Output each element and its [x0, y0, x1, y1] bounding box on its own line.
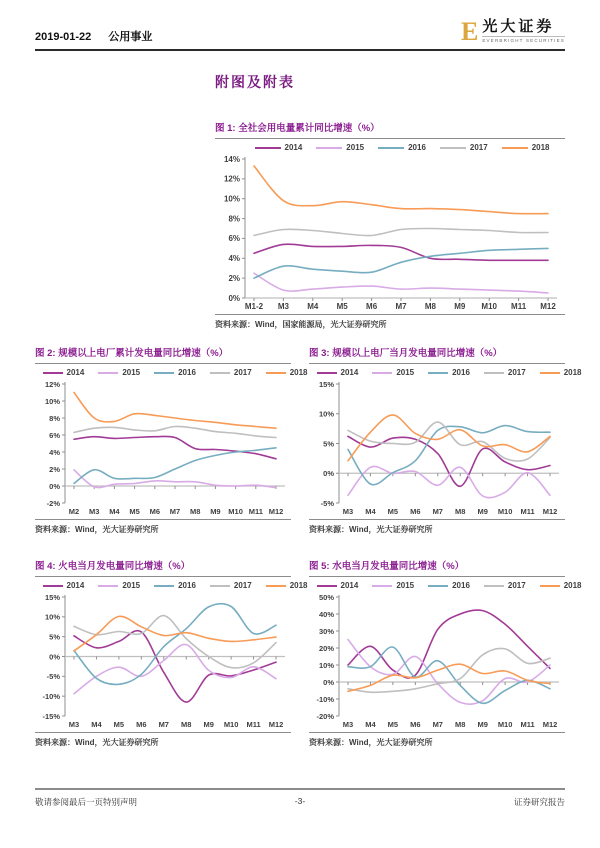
logo-e-icon: E	[461, 16, 479, 46]
svg-text:M6: M6	[136, 720, 147, 729]
legend-label: 2015	[122, 368, 141, 377]
svg-text:8%: 8%	[49, 413, 60, 423]
series-line-2017	[74, 616, 276, 668]
series-line-2016	[254, 248, 548, 278]
svg-text:M11: M11	[246, 720, 261, 729]
legend-label: 2016	[178, 581, 196, 590]
legend-label: 2015	[122, 581, 141, 590]
figure-1-legend	[239, 143, 565, 152]
legend-item-2016	[428, 581, 470, 590]
series-line-2017	[74, 426, 276, 437]
series-line-2018	[348, 664, 550, 691]
svg-text:M7: M7	[432, 720, 443, 729]
figure-5-source: 资料来源：Wind，光大证券研究所	[309, 732, 565, 748]
svg-text:12%: 12%	[223, 174, 240, 184]
legend-swatch-2015	[98, 372, 118, 374]
legend-item-2016	[154, 581, 196, 590]
svg-text:M3: M3	[342, 507, 354, 516]
legend-swatch-2017	[484, 372, 504, 374]
svg-text:40%: 40%	[318, 609, 334, 619]
legend-swatch-2017	[210, 372, 230, 374]
figure-4-title: 图 4: 火电当月发电量同比增速（%）	[35, 558, 291, 577]
svg-text:10%: 10%	[318, 660, 334, 670]
footer-report-type: 证券研究报告	[513, 797, 565, 807]
svg-text:M3: M3	[88, 507, 100, 516]
svg-text:M7: M7	[432, 507, 443, 516]
figure-4-legend	[59, 581, 308, 590]
legend-label: 2014	[66, 581, 85, 590]
svg-text:15%: 15%	[44, 592, 60, 602]
svg-text:0%: 0%	[49, 481, 60, 491]
legend-swatch-2017	[484, 585, 504, 587]
logo-company-subtitle: EVERBRIGHT SECURITIES	[482, 38, 565, 43]
legend-swatch-2017	[440, 147, 466, 149]
legend-swatch-2015	[372, 372, 392, 374]
legend-item-2015	[372, 368, 414, 377]
svg-text:M7: M7	[158, 720, 169, 729]
svg-text:M10: M10	[223, 720, 239, 729]
svg-text:M3: M3	[342, 720, 354, 729]
legend-swatch-2016	[154, 372, 174, 374]
svg-text:-10%: -10%	[42, 691, 60, 701]
legend-swatch-2014	[255, 147, 281, 149]
legend-label: 2015	[396, 581, 415, 590]
figure-2-chart	[35, 378, 291, 518]
figure-2-title: 图 2: 规模以上电厂累计发电量同比增速（%）	[35, 345, 291, 364]
svg-text:2%: 2%	[228, 273, 240, 283]
svg-text:M5: M5	[113, 720, 125, 729]
svg-text:M8: M8	[424, 302, 436, 311]
figure-3-source: 资料来源：Wind，光大证券研究所	[309, 519, 565, 535]
svg-text:M11: M11	[520, 720, 535, 729]
svg-text:M8: M8	[181, 720, 192, 729]
figure-5-legend	[333, 581, 582, 590]
legend-item-2017	[440, 143, 488, 152]
legend-swatch-2014	[43, 585, 63, 587]
legend-item-2018	[266, 581, 308, 590]
legend-swatch-2016	[428, 585, 448, 587]
svg-text:M5: M5	[129, 507, 140, 516]
svg-text:M4: M4	[365, 720, 376, 729]
figure-3-legend	[333, 368, 582, 377]
svg-text:M11: M11	[520, 507, 535, 516]
figure-2-source: 资料来源：Wind，光大证券研究所	[35, 519, 291, 535]
page-number: -3-	[294, 796, 306, 806]
legend-label: 2017	[233, 368, 252, 377]
figure-4	[35, 558, 308, 748]
legend-item-2015	[316, 143, 364, 152]
svg-text:M2: M2	[68, 507, 80, 516]
legend-label: 2016	[452, 368, 470, 377]
svg-text:10%: 10%	[44, 612, 60, 622]
legend-swatch-2018	[266, 585, 286, 587]
series-line-2018	[74, 393, 276, 429]
figure-5-title: 图 5: 水电当月发电量同比增速（%）	[309, 558, 565, 577]
series-line-2018	[348, 415, 550, 461]
svg-text:M6: M6	[410, 720, 421, 729]
legend-swatch-2018	[502, 147, 528, 149]
legend-swatch-2015	[372, 585, 392, 587]
svg-text:M12: M12	[268, 507, 284, 516]
legend-swatch-2018	[266, 372, 286, 374]
svg-text:5%: 5%	[323, 439, 334, 449]
figure-3	[309, 345, 582, 535]
page-header	[35, 16, 565, 51]
legend-swatch-2017	[210, 585, 230, 587]
legend-label: 2016	[178, 368, 196, 377]
legend-item-2017	[210, 368, 252, 377]
legend-item-2014	[43, 581, 85, 590]
svg-text:M9: M9	[477, 507, 488, 516]
figure-1-title: 图 1: 全社会用电量累计同比增速（%）	[215, 120, 565, 139]
figure-1-source: 资料来源：Wind，国家能源局，光大证券研究所	[215, 314, 565, 330]
legend-label: 2015	[346, 143, 365, 152]
legend-item-2017	[484, 581, 526, 590]
legend-label: 2017	[507, 368, 526, 377]
legend-swatch-2015	[316, 147, 342, 149]
svg-text:-10%: -10%	[316, 694, 334, 704]
svg-text:M10: M10	[228, 507, 243, 516]
svg-text:M12: M12	[542, 720, 558, 729]
svg-text:-2%: -2%	[46, 498, 60, 508]
svg-text:M4: M4	[365, 507, 376, 516]
legend-label: 2017	[507, 581, 526, 590]
svg-text:0%: 0%	[49, 652, 60, 662]
legend-label: 2016	[408, 143, 426, 152]
svg-text:M7: M7	[395, 302, 407, 311]
figure-2	[35, 345, 308, 535]
legend-swatch-2016	[378, 147, 404, 149]
figure-row-2	[35, 345, 582, 535]
legend-swatch-2018	[540, 372, 560, 374]
legend-label: 2014	[340, 368, 359, 377]
legend-swatch-2016	[154, 585, 174, 587]
legend-label: 2014	[66, 368, 85, 377]
svg-text:6%: 6%	[49, 430, 60, 440]
svg-text:M4: M4	[109, 507, 120, 516]
legend-item-2018	[540, 581, 582, 590]
svg-text:M9: M9	[210, 507, 221, 516]
series-line-2017	[254, 228, 548, 235]
legend-item-2015	[372, 581, 414, 590]
svg-text:14%: 14%	[223, 154, 240, 164]
svg-text:5%: 5%	[49, 632, 60, 642]
svg-text:6%: 6%	[228, 234, 240, 244]
series-line-2015	[348, 466, 550, 497]
svg-text:0%: 0%	[323, 677, 334, 687]
legend-item-2018	[502, 143, 550, 152]
svg-text:M8: M8	[455, 507, 466, 516]
svg-text:-5%: -5%	[46, 672, 60, 682]
figure-5	[309, 558, 582, 748]
legend-item-2018	[540, 368, 582, 377]
company-logo	[461, 16, 565, 46]
legend-swatch-2014	[317, 372, 337, 374]
series-line-2017	[348, 422, 550, 461]
legend-label: 2018	[563, 368, 582, 377]
svg-text:10%: 10%	[223, 194, 240, 204]
legend-label: 2017	[233, 581, 252, 590]
legend-item-2014	[43, 368, 85, 377]
logo-company-name: 光大证券	[482, 19, 555, 35]
legend-item-2014	[255, 143, 303, 152]
legend-item-2016	[154, 368, 196, 377]
report-date: 2019-01-22	[35, 31, 92, 43]
svg-text:50%: 50%	[318, 592, 334, 602]
svg-text:15%: 15%	[318, 379, 334, 389]
svg-text:M3: M3	[68, 720, 80, 729]
series-line-2018	[254, 166, 548, 214]
svg-text:M10: M10	[481, 302, 497, 311]
figure-4-chart	[35, 591, 291, 731]
series-line-2014	[254, 244, 548, 260]
legend-label: 2016	[452, 581, 470, 590]
svg-text:M12: M12	[268, 720, 284, 729]
svg-text:M6: M6	[410, 507, 421, 516]
svg-text:M12: M12	[542, 507, 558, 516]
legend-label: 2018	[531, 143, 550, 152]
svg-text:-20%: -20%	[316, 711, 334, 721]
svg-text:M10: M10	[497, 720, 513, 729]
figure-5-chart	[309, 591, 565, 731]
svg-text:M6: M6	[149, 507, 161, 516]
svg-text:10%: 10%	[44, 396, 60, 406]
svg-text:M4: M4	[91, 720, 102, 729]
svg-text:0%: 0%	[228, 293, 240, 303]
svg-text:M10: M10	[497, 507, 513, 516]
legend-swatch-2016	[428, 372, 448, 374]
report-category: 公用事业	[108, 31, 153, 43]
legend-label: 2014	[284, 143, 303, 152]
legend-label: 2014	[340, 581, 359, 590]
series-line-2015	[74, 644, 276, 693]
legend-label: 2018	[289, 368, 308, 377]
series-line-2016	[74, 448, 276, 484]
svg-text:M6: M6	[366, 302, 378, 311]
svg-text:12%: 12%	[44, 379, 60, 389]
legend-item-2015	[98, 581, 140, 590]
legend-swatch-2015	[98, 585, 118, 587]
legend-swatch-2018	[540, 585, 560, 587]
svg-text:-5%: -5%	[320, 498, 334, 508]
legend-label: 2018	[289, 581, 308, 590]
legend-item-2014	[317, 581, 359, 590]
svg-text:M11: M11	[511, 302, 527, 311]
legend-swatch-2014	[317, 585, 337, 587]
legend-item-2016	[378, 143, 426, 152]
svg-text:-15%: -15%	[42, 711, 60, 721]
figure-3-title: 图 3: 规模以上电厂当月发电量同比增速（%）	[309, 345, 565, 364]
svg-text:2%: 2%	[49, 464, 60, 474]
logo-text	[482, 20, 565, 43]
svg-text:M7: M7	[169, 507, 181, 516]
svg-text:M5: M5	[387, 720, 399, 729]
figure-1	[215, 120, 565, 330]
svg-text:M9: M9	[477, 720, 488, 729]
svg-text:M8: M8	[455, 720, 466, 729]
svg-text:M9: M9	[454, 302, 466, 311]
series-line-2014	[348, 610, 550, 678]
legend-item-2017	[210, 581, 252, 590]
legend-label: 2018	[563, 581, 582, 590]
figure-row-3	[35, 558, 582, 748]
figure-4-source: 资料来源：Wind，光大证券研究所	[35, 732, 291, 748]
legend-item-2017	[484, 368, 526, 377]
legend-label: 2017	[469, 143, 488, 152]
svg-text:M11: M11	[248, 507, 263, 516]
page-title: 附图及附表	[215, 74, 295, 90]
svg-text:M4: M4	[307, 302, 319, 311]
svg-text:M12: M12	[540, 302, 556, 311]
series-line-2014	[74, 436, 276, 458]
legend-item-2014	[317, 368, 359, 377]
svg-text:4%: 4%	[228, 254, 240, 264]
legend-item-2015	[98, 368, 140, 377]
footer-disclaimer: 敬请参阅最后一页特别声明	[35, 797, 138, 807]
svg-text:10%: 10%	[318, 409, 334, 419]
svg-text:0%: 0%	[323, 469, 334, 479]
page-footer	[35, 788, 565, 808]
svg-text:8%: 8%	[228, 214, 240, 224]
svg-text:4%: 4%	[49, 447, 60, 457]
legend-item-2016	[428, 368, 470, 377]
figure-3-chart	[309, 378, 565, 518]
figure-1-chart	[215, 153, 563, 313]
svg-text:M5: M5	[387, 507, 399, 516]
figure-2-legend	[59, 368, 308, 377]
legend-swatch-2014	[43, 372, 63, 374]
legend-item-2018	[266, 368, 308, 377]
svg-text:M3: M3	[277, 302, 289, 311]
svg-text:M8: M8	[189, 507, 201, 516]
legend-label: 2015	[396, 368, 415, 377]
svg-text:30%: 30%	[318, 626, 334, 636]
svg-text:M1-2: M1-2	[244, 302, 264, 311]
series-line-2015	[254, 273, 548, 293]
svg-text:20%: 20%	[318, 643, 334, 653]
svg-text:M5: M5	[336, 302, 348, 311]
svg-text:M9: M9	[203, 720, 214, 729]
